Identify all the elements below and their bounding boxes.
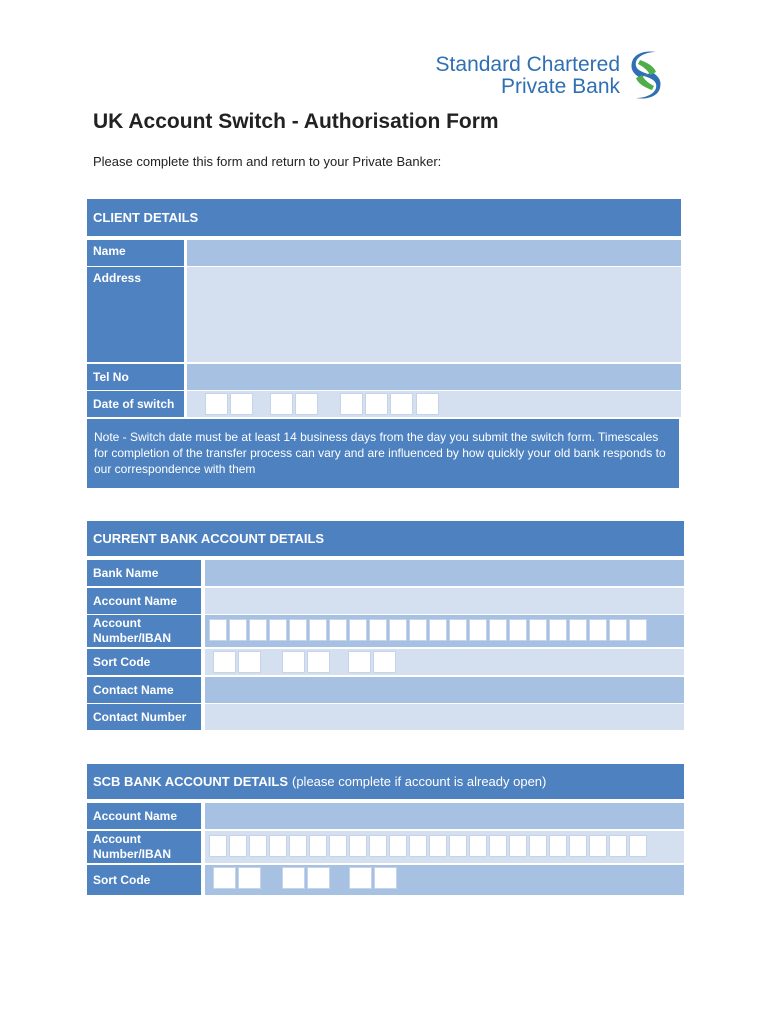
sort-code-digit-box[interactable] [282,651,305,673]
account-number-digit-box[interactable] [429,619,447,641]
scb-account-number-digit-box[interactable] [289,835,307,857]
account-number-digit-box[interactable] [229,619,247,641]
scb-account-number-digit-box[interactable] [349,835,367,857]
bank-name-label: Bank Name [87,560,201,586]
client-details-heading-text: CLIENT DETAILS [93,210,199,225]
sort-code-label: Sort Code [87,649,201,675]
scb-account-name-field[interactable] [205,803,684,829]
account-number-digit-box[interactable] [389,619,407,641]
address-label: Address [87,267,184,362]
date-digit-box[interactable] [390,393,413,415]
account-number-digit-box[interactable] [469,619,487,641]
account-number-digit-box[interactable] [269,619,287,641]
date-digit-box[interactable] [365,393,388,415]
account-number-digit-box[interactable] [369,619,387,641]
account-name-field[interactable] [205,588,684,614]
date-digit-box[interactable] [230,393,253,415]
address-field[interactable] [187,267,681,362]
name-label: Name [87,240,184,266]
scb-sort-code-digit-box[interactable] [213,867,236,889]
sort-code-digit-box[interactable] [213,651,236,673]
account-number-digit-box[interactable] [549,619,567,641]
contact-name-label: Contact Name [87,677,201,703]
bank-name-field[interactable] [205,560,684,586]
date-digit-box[interactable] [340,393,363,415]
scb-account-number-digit-box[interactable] [589,835,607,857]
contact-number-label: Contact Number [87,704,201,730]
scb-bank-heading [87,764,684,800]
scb-account-number-digit-box[interactable] [629,835,647,857]
scb-logo-icon [626,48,666,102]
date-digit-box[interactable] [416,393,439,415]
form-subtitle: Please complete this form and return to your Private Banker: [93,154,442,169]
name-field[interactable] [187,240,681,266]
account-number-digit-box[interactable] [609,619,627,641]
date-digit-box[interactable] [295,393,318,415]
scb-sort-code-digit-box[interactable] [374,867,397,889]
account-name-label: Account Name [87,588,201,614]
switch-note: Note - Switch date must be at least 14 business days from the day you submit the switch form. Timescales for completion of the transfer process can vary and are influenced by how quickly your old bank responds to our correspondence with them [87,419,679,488]
account-number-digit-box[interactable] [249,619,267,641]
scb-account-number-digit-box[interactable] [369,835,387,857]
date-of-switch-label: Date of switch [87,391,184,417]
current-bank-heading-text: CURRENT BANK ACCOUNT DETAILS [93,531,325,546]
scb-account-number-digit-box[interactable] [269,835,287,857]
sort-code-digit-box[interactable] [307,651,330,673]
account-number-digit-box[interactable] [409,619,427,641]
scb-account-number-digit-box[interactable] [229,835,247,857]
scb-account-number-digit-box[interactable] [449,835,467,857]
account-number-digit-box[interactable] [569,619,587,641]
scb-account-number-digit-box[interactable] [309,835,327,857]
scb-account-number-digit-box[interactable] [609,835,627,857]
current-bank-heading [87,521,684,557]
scb-account-number-digit-box[interactable] [469,835,487,857]
scb-bank-heading-text: SCB BANK ACCOUNT DETAILS [93,774,288,789]
tel-label: Tel No [87,364,184,390]
scb-account-number-digit-box[interactable] [329,835,347,857]
scb-account-number-digit-box[interactable] [509,835,527,857]
account-number-digit-box[interactable] [329,619,347,641]
account-number-digit-box[interactable] [589,619,607,641]
scb-account-number-digit-box[interactable] [529,835,547,857]
scb-sort-code-digit-box[interactable] [238,867,261,889]
client-details-heading [87,199,681,237]
scb-sort-code-digit-box[interactable] [282,867,305,889]
scb-account-number-digit-box[interactable] [489,835,507,857]
contact-number-field[interactable] [205,704,684,730]
sort-code-digit-box[interactable] [348,651,371,673]
brand-line-2: Private Bank [500,75,620,98]
scb-bank-heading-note: (please complete if account is already open) [292,774,547,789]
scb-sort-code-field [205,865,684,895]
scb-account-number-digit-box[interactable] [409,835,427,857]
account-number-digit-box[interactable] [209,619,227,641]
contact-name-field[interactable] [205,677,684,703]
account-number-digit-box[interactable] [449,619,467,641]
scb-account-number-digit-box[interactable] [389,835,407,857]
account-number-digit-box[interactable] [309,619,327,641]
scb-sort-code-label: Sort Code [87,865,201,895]
scb-account-number-digit-box[interactable] [569,835,587,857]
sort-code-field [205,649,684,675]
form-title: UK Account Switch - Authorisation Form [93,110,499,133]
account-number-digit-box[interactable] [529,619,547,641]
brand-name [428,54,620,98]
date-digit-box[interactable] [205,393,228,415]
account-number-digit-box[interactable] [509,619,527,641]
scb-account-number-label: Account Number/IBAN [87,831,201,863]
scb-account-number-digit-box[interactable] [209,835,227,857]
account-number-digit-box[interactable] [629,619,647,641]
sort-code-digit-box[interactable] [238,651,261,673]
account-number-label: Account Number/IBAN [87,615,201,647]
tel-field[interactable] [187,364,681,390]
scb-account-number-digit-box[interactable] [249,835,267,857]
account-number-digit-box[interactable] [349,619,367,641]
scb-sort-code-digit-box[interactable] [349,867,372,889]
account-number-digit-box[interactable] [289,619,307,641]
scb-sort-code-digit-box[interactable] [307,867,330,889]
scb-account-number-digit-box[interactable] [429,835,447,857]
account-number-digit-box[interactable] [489,619,507,641]
brand-line-1: Standard Chartered [435,53,620,76]
sort-code-digit-box[interactable] [373,651,396,673]
scb-account-name-label: Account Name [87,803,201,829]
scb-account-number-digit-box[interactable] [549,835,567,857]
date-digit-box[interactable] [270,393,293,415]
